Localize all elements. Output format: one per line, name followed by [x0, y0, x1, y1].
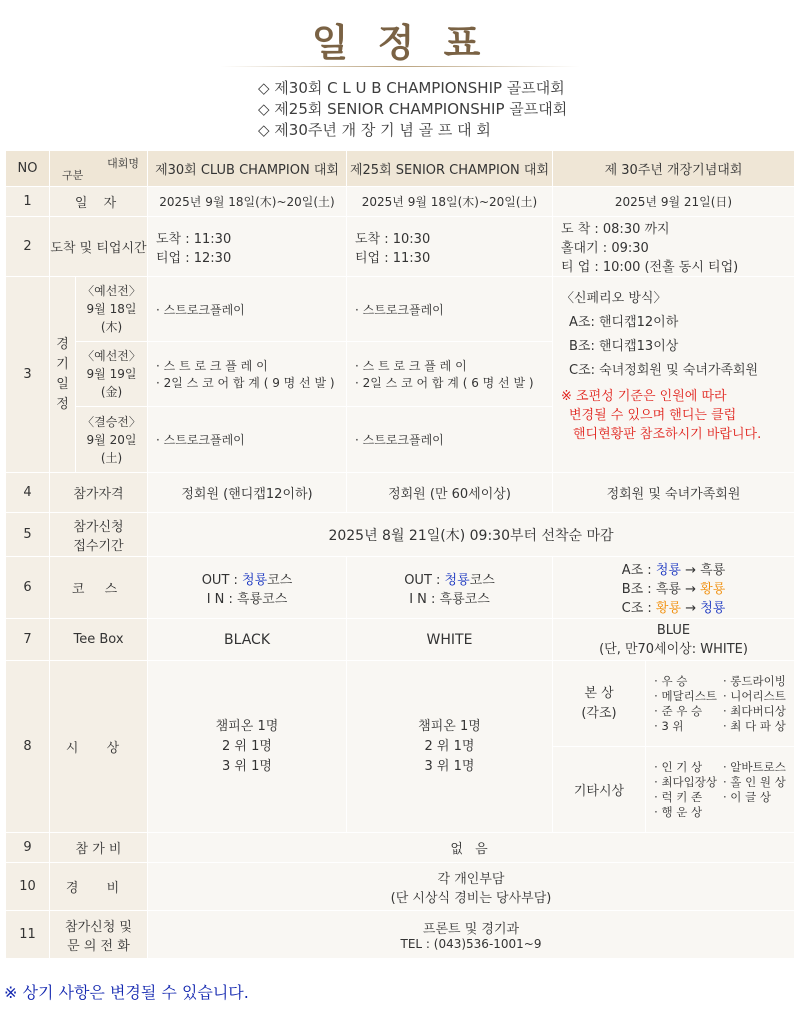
award-item: · 메달리스트 [654, 688, 717, 703]
group-a: A조: 핸디캡12이하 [569, 315, 679, 330]
row-cell: 없 음 [148, 833, 795, 863]
main-award-line: 본 상 [584, 685, 614, 701]
header-corner [50, 151, 148, 187]
stage-label: 〈예선전〉 [82, 284, 141, 298]
award-item: · 우 승 [654, 673, 688, 688]
format-line: · 스 트 로 크 플 레 이 [355, 359, 467, 373]
row-cell: 2025년 9월 18일(木)~20일(土) [148, 187, 347, 217]
prize-line: 챔피온 1명 [418, 718, 481, 734]
row-no: 7 [6, 619, 50, 661]
row-cell: 정회원 및 숙녀가족회원 [553, 473, 795, 513]
row-cell: · 스트로크플레이 [347, 277, 553, 342]
row-no: 2 [6, 217, 50, 277]
header-corner-top: 대회명 [107, 156, 139, 170]
award-item: · 준 우 승 [654, 703, 703, 718]
award-item: · 알바트로스 [723, 759, 786, 774]
row-cell [148, 217, 347, 277]
main-award-line: (각조) [581, 705, 617, 721]
group-c: C조: 숙녀정회원 및 숙녀가족회원 [569, 363, 759, 378]
row-no: 6 [6, 557, 50, 619]
table-row [6, 833, 795, 863]
course-in: I N : 흑룡코스 [206, 591, 288, 607]
award-item: · 3 위 [654, 718, 684, 733]
row-label: 참가자격 [50, 473, 148, 513]
row-cell: · 스트로크플레이 [347, 407, 553, 473]
award-item: · 럭 키 존 [654, 789, 703, 804]
row-label-line: 문 의 전 화 [67, 938, 130, 954]
row-label [50, 513, 148, 557]
arrival-time: 도착 : 10:30 [355, 231, 431, 247]
prize-line: 2 위 1명 [424, 738, 475, 754]
subtitle-item: ◇ 제30회 C L U B CHAMPIONSHIP 골프대회 [258, 79, 565, 97]
row-cell: · 스트로크플레이 [148, 407, 347, 473]
blue-course: 청룡 [242, 572, 268, 588]
course-in: I N : 흑룡코스 [409, 591, 490, 607]
header-col3: 제 30주년 개장기념대회 [553, 151, 795, 187]
blue-course: 청룡 [444, 572, 470, 588]
award-item: · 최 다 파 상 [723, 718, 786, 733]
row-cell [347, 557, 553, 619]
format-line: · 스 트 로 크 플 레 이 [156, 359, 268, 373]
subtitle-item: ◇ 제30주년 개 장 기 념 골 프 대 회 [258, 121, 491, 139]
row-label: 일 자 [50, 187, 148, 217]
table-row [6, 911, 795, 959]
contact-phone: TEL : (043)536-1001~9 [400, 937, 542, 951]
course-out: OUT : 청룡코스 [404, 572, 495, 588]
row-label: 참 가 비 [50, 833, 148, 863]
expense-line: (단 시상식 경비는 당사부담) [390, 890, 552, 906]
row-no: 11 [6, 911, 50, 959]
header-no: NO [6, 151, 50, 187]
course-group-a: A조 : 청룡 → 흑룡 [621, 563, 726, 578]
table-row [6, 661, 795, 747]
notice-line: 변경될 수 있으며 핸디는 클럽 [569, 408, 737, 423]
teeup-time: 티업 : 11:30 [355, 250, 431, 266]
row-label [50, 277, 76, 473]
header-col1: 제30회 CLUB CHAMPION 대회 [148, 151, 347, 187]
group-b: B조: 핸디캡13이상 [569, 339, 679, 354]
row-cell: 정회원 (만 60세이상) [347, 473, 553, 513]
table-header-row [6, 151, 795, 187]
prize-line: 3 위 1명 [222, 758, 272, 774]
prize-line: 챔피온 1명 [215, 718, 279, 734]
table-row [6, 473, 795, 513]
stage-date: 9월 20일 [86, 432, 137, 447]
contact-line: 프론트 및 경기과 [422, 922, 520, 937]
award-item: · 인 기 상 [654, 759, 703, 774]
row-cell [347, 342, 553, 407]
course-group-c: C조 : 황룡 → 청룡 [621, 601, 726, 616]
row-cell [553, 619, 795, 661]
row-label: 경 비 [50, 863, 148, 911]
schedule-table [5, 150, 795, 959]
row-cell [347, 661, 553, 833]
header-corner-bottom: 구분 [62, 168, 84, 182]
table-row [6, 277, 795, 342]
row-label: 코 스 [50, 557, 148, 619]
row-label-line: 참가신청 및 [65, 919, 132, 935]
method-title: 〈신페리오 방식〉 [561, 291, 667, 306]
stage-label: 〈예선전〉 [82, 349, 141, 363]
arrival-time: 도 착 : 08:30 까지 [561, 222, 670, 237]
row-no: 3 [6, 277, 50, 473]
table-row [6, 619, 795, 661]
row-cell: 정회원 (핸디캡12이하) [148, 473, 347, 513]
award-item: · 홀 인 원 상 [723, 774, 786, 789]
row-label [50, 911, 148, 959]
page-title: 일 정 표 [311, 21, 489, 65]
row-cell [553, 557, 795, 619]
row-cell: · 스트로크플레이 [148, 277, 347, 342]
award-item: · 최다입장상 [654, 774, 717, 789]
table-row [6, 557, 795, 619]
table-row [6, 513, 795, 557]
row-cell: BLACK [148, 619, 347, 661]
subtitle-list [258, 78, 567, 141]
row-no: 5 [6, 513, 50, 557]
prize-line: 3 위 1명 [424, 758, 475, 774]
tee-box-line: BLUE [656, 622, 691, 638]
black-course: 흑룡 [439, 591, 465, 607]
row-no: 10 [6, 863, 50, 911]
award-item: · 이 글 상 [723, 789, 771, 804]
main-award-label [553, 661, 646, 747]
subtitle-item: ◇ 제25회 SENIOR CHAMPIONSHIP 골프대회 [258, 100, 568, 118]
format-line: · 2일 스 코 어 합 계 ( 6 명 선 발 ) [355, 376, 534, 390]
teeup-time: 티업 : 12:30 [156, 250, 232, 266]
hole-wait-time: 홀대기 : 09:30 [561, 241, 649, 256]
award-item: · 롱드라이빙 [723, 673, 786, 688]
main-award-list [646, 661, 795, 747]
stage-weekday: (土) [100, 450, 123, 465]
format-line: · 2일 스 코 어 합 계 ( 9 명 선 발 ) [156, 376, 335, 390]
row-cell [347, 217, 553, 277]
row-cell [148, 911, 795, 959]
stage-date: 9월 19일 [86, 367, 137, 381]
row-label: 시 상 [50, 661, 148, 833]
expense-line: 각 개인부담 [437, 871, 505, 887]
footnote: ※ 상기 사항은 변경될 수 있습니다. [4, 983, 249, 1002]
teeup-time: 티 업 : 10:00 (전홀 동시 티업) [561, 260, 739, 275]
row-cell: WHITE [347, 619, 553, 661]
schedule-day [76, 342, 148, 407]
row-cell: 2025년 9월 18일(木)~20일(土) [347, 187, 553, 217]
schedule-day [76, 407, 148, 473]
row-cell [148, 342, 347, 407]
row-label-line: 접수기간 [73, 538, 124, 554]
course-group-b: B조 : 흑룡 → 황룡 [621, 582, 726, 597]
table-row [6, 863, 795, 911]
row-no: 1 [6, 187, 50, 217]
title-divider [220, 66, 580, 67]
row-cell [553, 277, 795, 473]
stage-date: 9월 18일 [86, 302, 137, 316]
row-cell [553, 217, 795, 277]
row-label: Tee Box [50, 619, 148, 661]
arrival-time: 도착 : 11:30 [156, 231, 232, 247]
row-cell [148, 661, 347, 833]
award-item: · 행 운 상 [654, 804, 703, 819]
tee-box-line: (단, 만70세이상: WHITE) [599, 641, 748, 657]
prize-line: 2 위 1명 [222, 738, 272, 754]
row-cell [148, 863, 795, 911]
row-no: 9 [6, 833, 50, 863]
row-no: 4 [6, 473, 50, 513]
schedule-day [76, 277, 148, 342]
notice-line: ※ 조편성 기준은 인원에 따라 [561, 389, 727, 404]
stage-label: 〈결승전〉 [82, 414, 141, 429]
table-row [6, 187, 795, 217]
course-out: OUT : 청룡코스 [201, 572, 293, 588]
award-item: · 니어리스트 [723, 688, 786, 703]
row-cell: 2025년 8월 21일(木) 09:30부터 선착순 마감 [148, 513, 795, 557]
group-notice [561, 387, 794, 444]
row-label: 도착 및 티업시간 [50, 217, 148, 277]
row-no: 8 [6, 661, 50, 833]
black-course: 흑룡 [237, 591, 263, 607]
table-row [6, 217, 795, 277]
notice-line: 핸디현황판 참조하시기 바랍니다. [573, 427, 762, 442]
row-cell: 2025년 9월 21일(日) [553, 187, 795, 217]
row-cell [148, 557, 347, 619]
row-label-vertical: 경 기 일 정 [56, 336, 69, 412]
row-label-line: 참가신청 [73, 519, 124, 535]
header-col2: 제25회 SENIOR CHAMPION 대회 [347, 151, 553, 187]
stage-weekday: (木) [100, 320, 123, 334]
stage-weekday: (金) [100, 385, 123, 399]
award-item: · 최다버디상 [723, 703, 786, 718]
other-award-list [646, 747, 795, 833]
other-award-label: 기타시상 [553, 747, 646, 833]
